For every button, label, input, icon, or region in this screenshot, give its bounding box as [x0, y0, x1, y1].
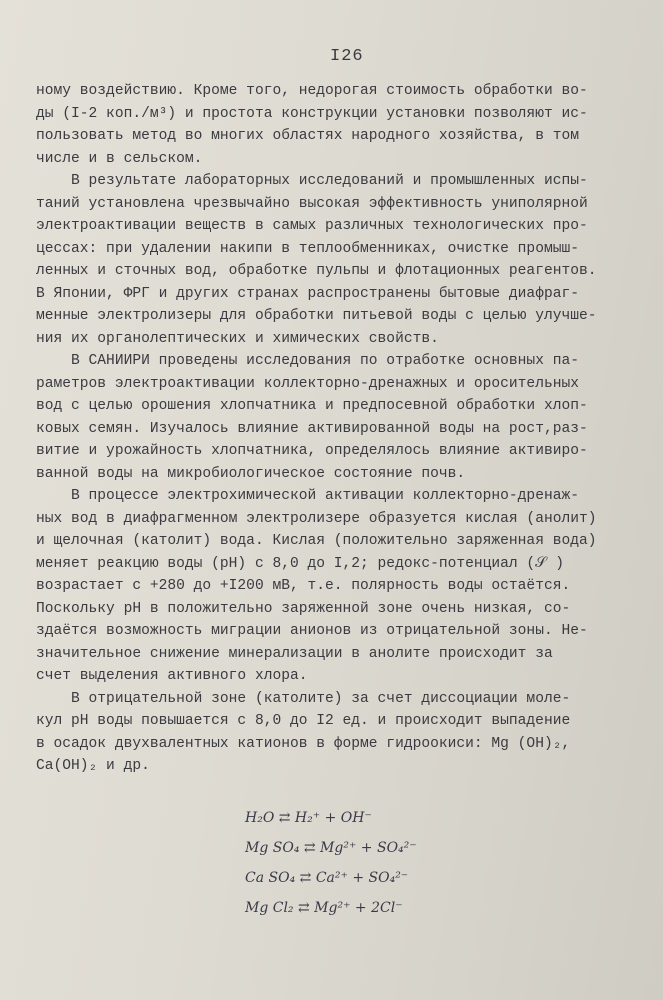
text-line: В процессе электрохимической активации коллекторно-дренаж-	[36, 488, 579, 504]
text-line: счет выделения активного хлора.	[36, 668, 308, 684]
text-line: В САНИИРИ проведены исследования по отработке основных па-	[36, 353, 579, 369]
chemical-equations	[245, 810, 505, 930]
text-line: В результате лабораторных исследований и промышленных испы-	[36, 173, 588, 189]
text-line: электроактивации веществ в самых различных технологических про-	[36, 218, 588, 234]
text-line: ды (I-2 коп./м³) и простота конструкции установки позволяют ис-	[36, 105, 588, 122]
text-line: ному воздействию. Кроме того, недорогая стоимость обработки во-	[36, 83, 588, 99]
text-line: пользовать метод во многих областях народного хозяйства, в том	[36, 128, 579, 144]
text-line: цессах: при удалении накипи в теплообменниках, очистке промыш-	[36, 240, 579, 257]
text-line: раметров электроактивации коллекторно-дренажных и оросительных	[36, 375, 579, 392]
text-line: числе и в сельском.	[36, 150, 203, 167]
text-line: витие и урожайность хлопчатника, определялось влияние активиро-	[36, 443, 588, 459]
text-line: менные электролизеры для обработки питьевой воды с целью улучше-	[36, 308, 597, 324]
body-text	[36, 80, 648, 778]
text-line: ковых семян. Изучалось влияние активированной воды на рост,раз-	[36, 420, 588, 437]
equation-water: H₂O ⇄ H₂⁺ + OH⁻	[245, 810, 372, 826]
text-line: вод с целью орошения хлопчатника и предпосевной обработки хлоп-	[36, 398, 588, 414]
equation-calcium-sulfate: Ca SO₄ ⇄ Ca²⁺ + SO₄²⁻	[245, 870, 409, 886]
text-line: ленных и сточных вод, обработке пульпы и флотационных реагентов.	[36, 263, 597, 279]
text-line: меняет реакцию воды (рН) с 8,0 до I,2; редокс-потенциал (𝒮 )	[36, 555, 564, 572]
text-line: Ca(OH)₂ и др.	[36, 758, 150, 774]
text-line: кул рН воды повышается с 8,0 до I2 ед. и происходит выпадение	[36, 713, 571, 729]
text-line: ных вод в диафрагменном электролизере образуется кислая (анолит)	[36, 510, 597, 527]
equation-magnesium-chloride: Mg Cl₂ ⇄ Mg²⁺ + 2Cl⁻	[245, 900, 403, 916]
text-line: возрастает с +280 до +I200 мВ, т.е. полярность воды остаётся.	[36, 578, 571, 594]
text-line: Поскольку рН в положительно заряженной зоне очень низкая, со-	[36, 600, 571, 617]
equation-magnesium-sulfate: Mg SO₄ ⇄ Mg²⁺ + SO₄²⁻	[245, 840, 417, 856]
text-line: и щелочная (католит) вода. Кислая (положительно заряженная вода)	[36, 533, 597, 549]
text-line: значительное снижение минерализации в анолите происходит за	[36, 645, 553, 662]
text-line: ванной воды на микробиологическое состояние почв.	[36, 465, 466, 482]
text-line: в осадок двухвалентных катионов в форме гидроокиси: Mg (OH)₂,	[36, 735, 571, 752]
text-line: В Японии, ФРГ и других странах распространены бытовые диафраг-	[36, 285, 579, 302]
text-line: здаётся возможность миграции анионов из отрицательной зоны. Не-	[36, 623, 588, 639]
text-line: В отрицательной зоне (католите) за счет диссоциации моле-	[36, 690, 571, 707]
text-line: ния их органолептических и химических свойств.	[36, 330, 439, 347]
page-number: I26	[330, 47, 364, 66]
text-line: таний установлена чрезвычайно высокая эффективность униполярной	[36, 195, 588, 212]
